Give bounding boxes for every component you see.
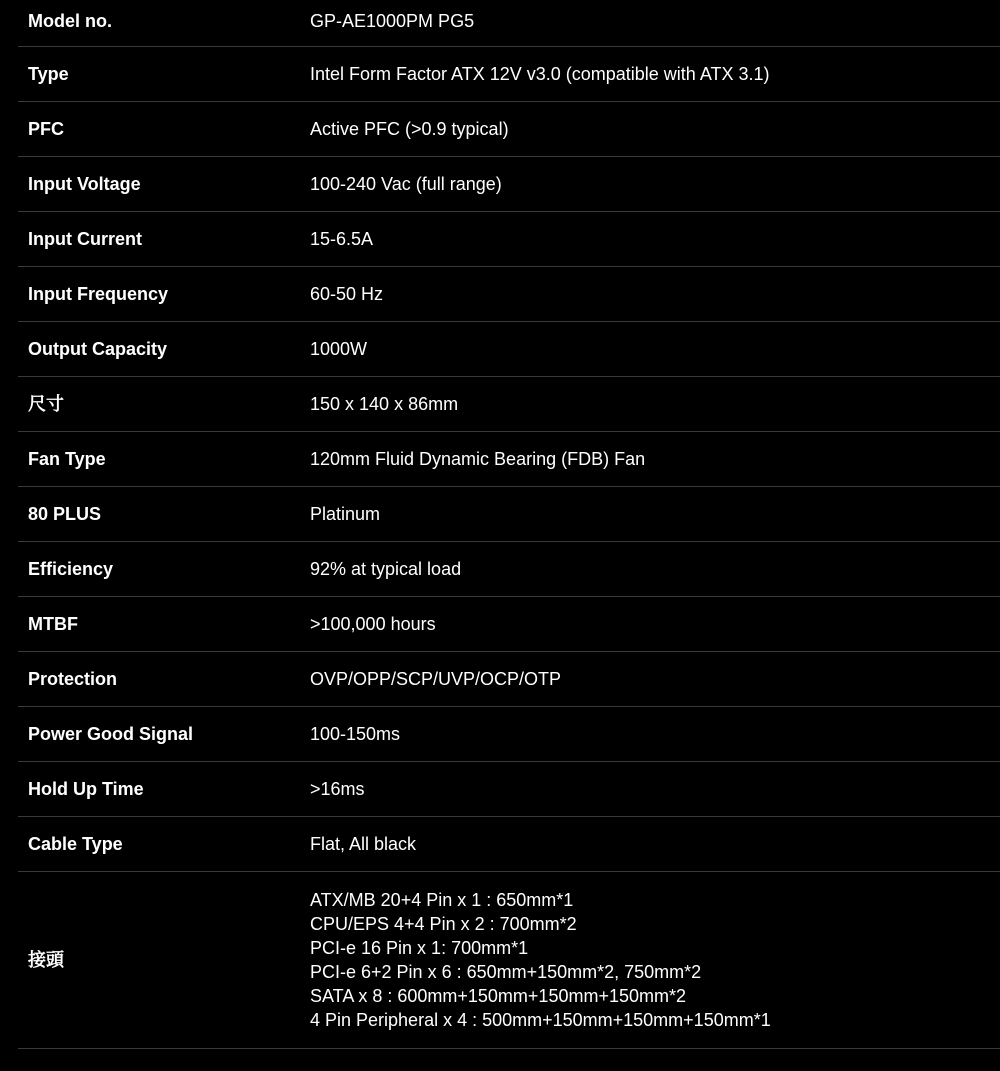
spec-value: 150 x 140 x 86mm — [310, 394, 459, 414]
spec-row-input-frequency — [18, 267, 1000, 322]
spec-row-hold-up-time — [18, 762, 1000, 817]
connector-line: CPU/EPS 4+4 Pin x 2 : 700mm*2 — [310, 914, 577, 934]
spec-row-type — [18, 47, 1000, 102]
connector-line: ATX/MB 20+4 Pin x 1 : 650mm*1 — [310, 890, 574, 910]
connector-line: SATA x 8 : 600mm+150mm+150mm+150mm*2 — [310, 986, 686, 1006]
spec-value: >16ms — [310, 779, 365, 799]
spec-label: Fan Type — [28, 449, 106, 469]
spec-row-protection — [18, 652, 1000, 707]
connector-line: 4 Pin Peripheral x 4 : 500mm+150mm+150mm+150mm*1 — [310, 1010, 771, 1030]
spec-row-input-current — [18, 212, 1000, 267]
spec-value: 120mm Fluid Dynamic Bearing (FDB) Fan — [310, 449, 646, 469]
spec-value: >100,000 hours — [310, 614, 436, 634]
spec-label: Input Frequency — [28, 284, 169, 304]
spec-value: Platinum — [310, 504, 381, 524]
spec-value: GP-AE1000PM PG5 — [310, 11, 475, 31]
spec-value: 100-240 Vac (full range) — [310, 174, 502, 194]
spec-label: Type — [28, 64, 69, 84]
spec-label: 尺寸 — [28, 394, 64, 414]
spec-row-model — [18, 0, 1000, 47]
spec-label: Input Current — [28, 229, 142, 249]
spec-label: Output Capacity — [28, 339, 168, 359]
spec-label: Hold Up Time — [28, 779, 144, 799]
spec-row-efficiency — [18, 542, 1000, 597]
spec-value: 1000W — [310, 339, 368, 359]
spec-row-output-capacity — [18, 322, 1000, 377]
spec-value: OVP/OPP/SCP/UVP/OCP/OTP — [310, 669, 562, 689]
spec-label: PFC — [28, 119, 64, 139]
spec-table — [18, 0, 1000, 1049]
spec-value: 100-150ms — [310, 724, 401, 744]
spec-row-connectors — [18, 872, 1000, 1049]
spec-row-input-voltage — [18, 157, 1000, 212]
spec-value: 15-6.5A — [310, 229, 374, 249]
spec-label: Efficiency — [28, 559, 114, 579]
spec-value: 60-50 Hz — [310, 284, 384, 304]
spec-label: Model no. — [28, 11, 112, 31]
spec-row-mtbf — [18, 597, 1000, 652]
spec-row-dimensions — [18, 377, 1000, 432]
spec-row-cable-type — [18, 817, 1000, 872]
spec-value: 92% at typical load — [310, 559, 462, 579]
spec-value: Active PFC (>0.9 typical) — [310, 119, 509, 139]
spec-label: MTBF — [28, 614, 78, 634]
spec-row-80-plus — [18, 487, 1000, 542]
spec-label: Protection — [28, 669, 118, 689]
spec-label: Power Good Signal — [28, 724, 194, 744]
spec-value: Intel Form Factor ATX 12V v3.0 (compatible with ATX 3.1) — [310, 64, 770, 84]
spec-value: Flat, All black — [310, 834, 417, 854]
spec-row-power-good-signal — [18, 707, 1000, 762]
spec-row-pfc — [18, 102, 1000, 157]
connector-list — [310, 888, 1000, 1032]
spec-label: Input Voltage — [28, 174, 141, 194]
spec-row-fan-type — [18, 432, 1000, 487]
spec-label: 80 PLUS — [28, 504, 102, 524]
spec-label: Cable Type — [28, 834, 123, 854]
connector-line: PCI-e 16 Pin x 1: 700mm*1 — [310, 938, 529, 958]
spec-label: 接頭 — [28, 950, 64, 970]
connector-line: PCI-e 6+2 Pin x 6 : 650mm+150mm*2, 750mm*2 — [310, 962, 702, 982]
